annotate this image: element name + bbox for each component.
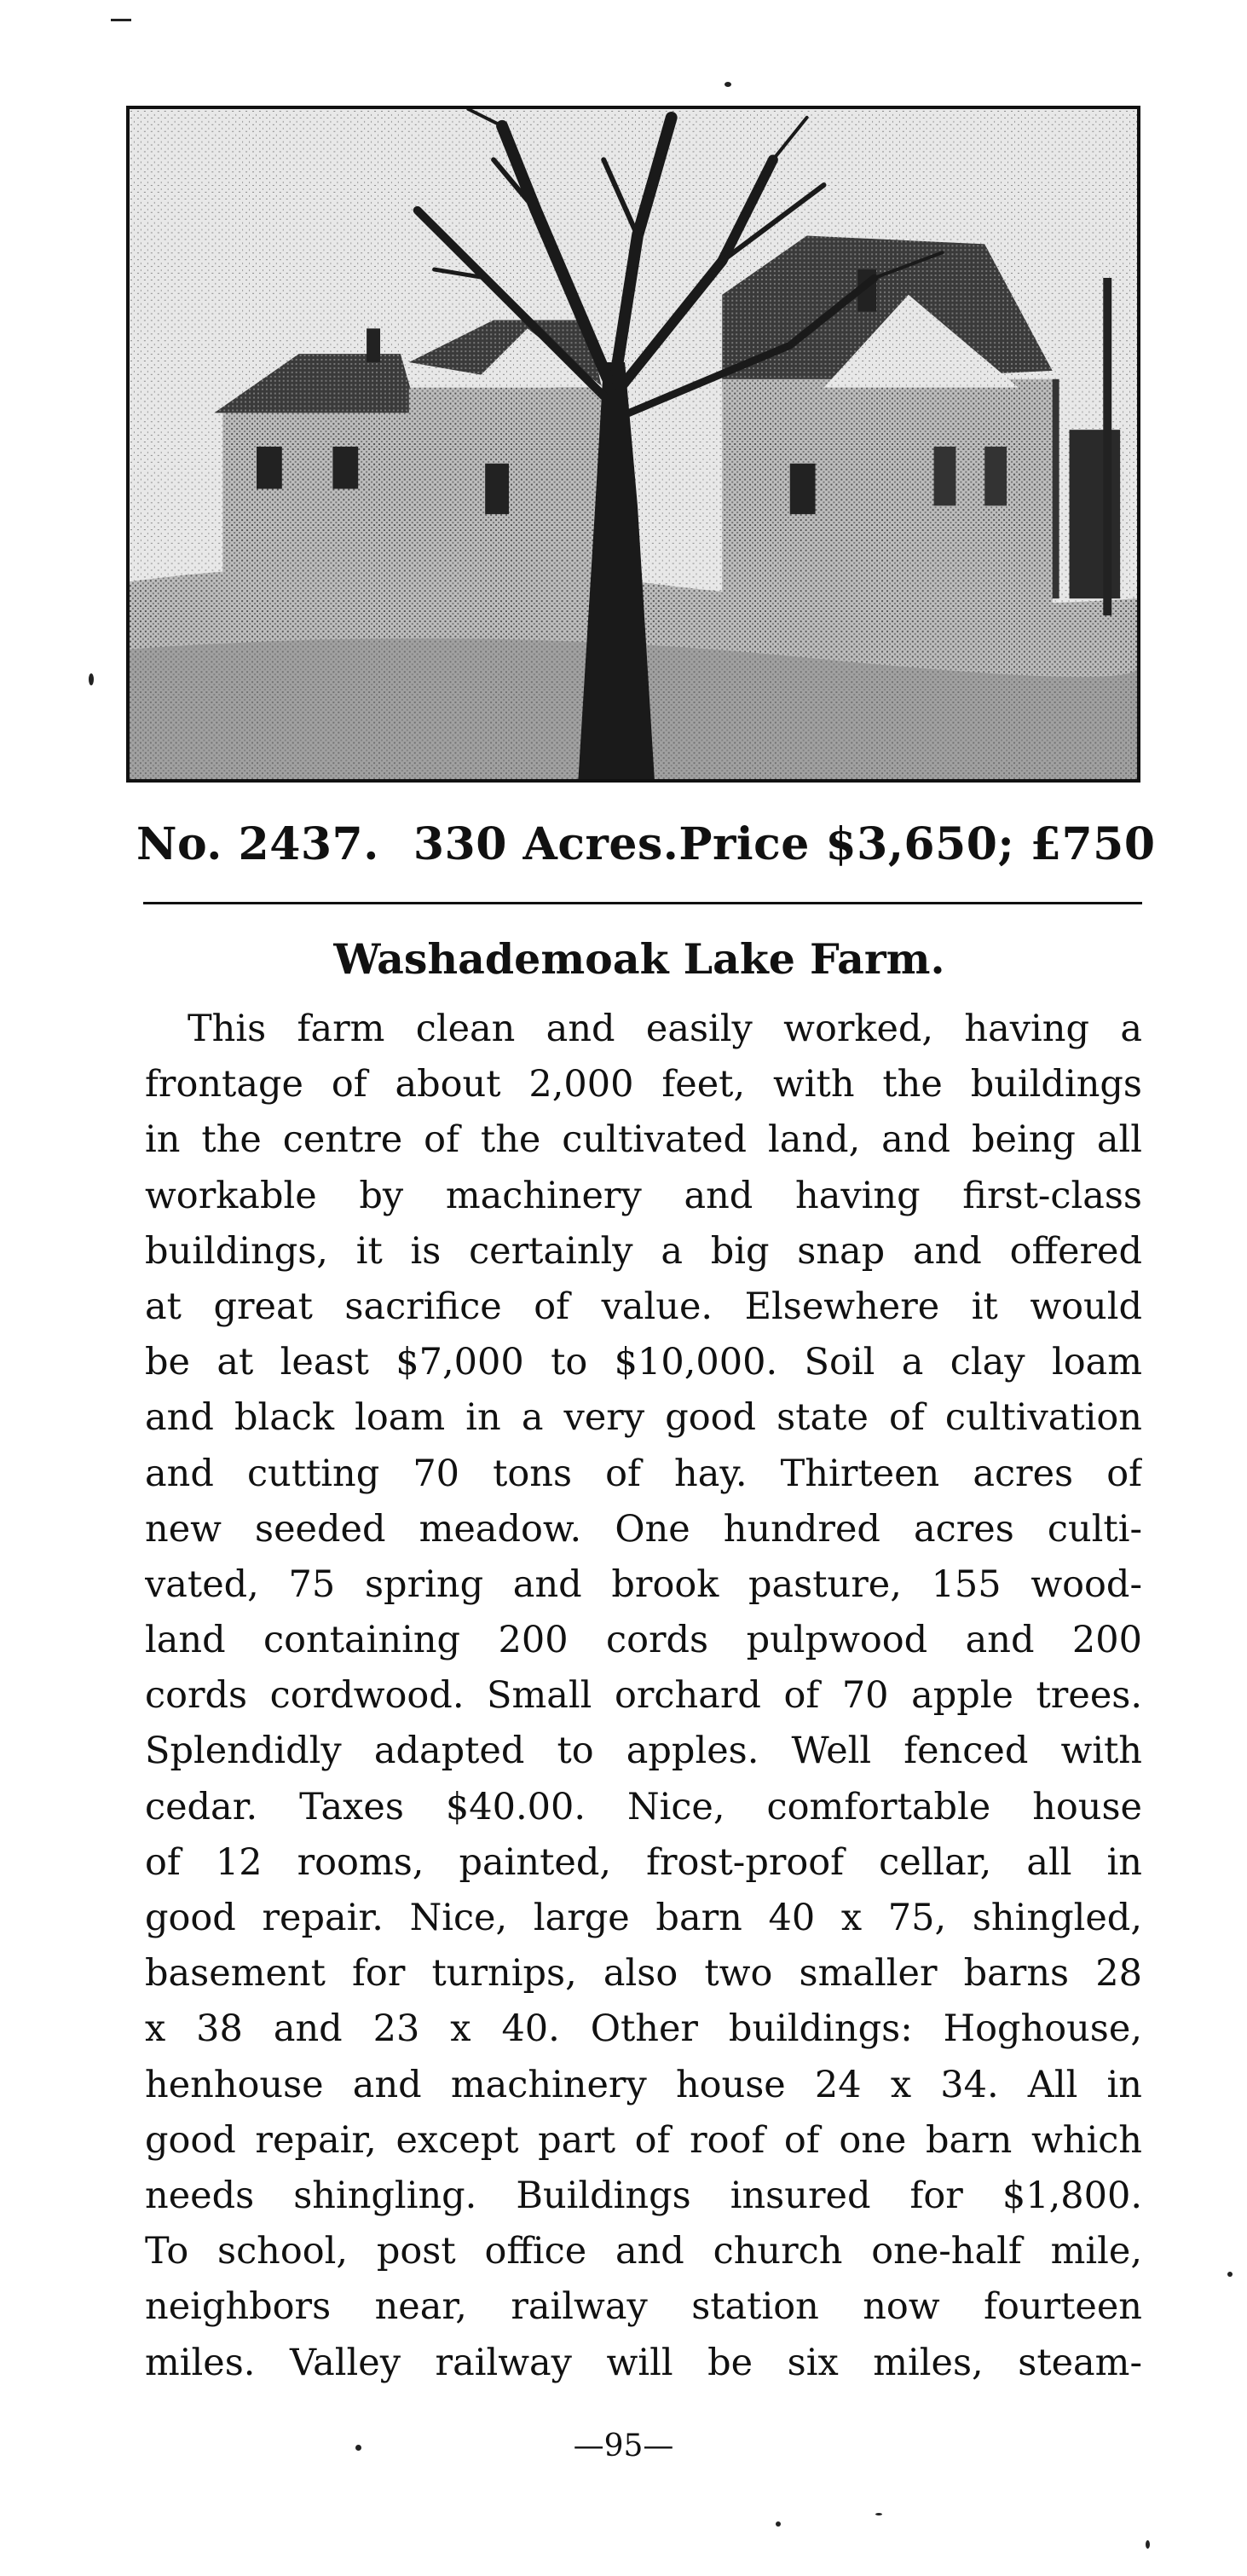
text-line: neighbors near, railway station now fourteen bbox=[145, 2285, 1142, 2329]
text-line: at great sacrifice of value. Elsewhere it would bbox=[145, 1285, 1142, 1328]
text-line: cedar. Taxes $40.00. Nice, comfortable house bbox=[145, 1785, 1142, 1828]
listing-acres: 330 Acres. bbox=[413, 817, 679, 870]
text-line: and cutting 70 tons of hay. Thirteen acres of bbox=[145, 1452, 1142, 1495]
text-line: land containing 200 cords pulpwood and 200 bbox=[145, 1619, 1142, 1662]
listing-number: No. 2437. bbox=[136, 817, 379, 870]
text-line: in the centre of the cultivated land, and being all bbox=[145, 1118, 1142, 1162]
scan-speck bbox=[875, 2513, 882, 2515]
scan-speck bbox=[1146, 2540, 1150, 2549]
page-number: —95— bbox=[573, 2429, 674, 2463]
scan-speck bbox=[1227, 2272, 1233, 2277]
text-line: new seeded meadow. One hundred acres culti- bbox=[145, 1507, 1142, 1551]
text-line: Splendidly adapted to apples. Well fenced with bbox=[145, 1730, 1142, 1773]
farm-title: Washademoak Lake Farm. bbox=[333, 934, 945, 984]
scan-speck bbox=[355, 2445, 361, 2451]
text-line: of 12 rooms, painted, frost-proof cellar, all in bbox=[145, 1840, 1142, 1884]
text-line: To school, post office and church one-half mile, bbox=[145, 2230, 1142, 2273]
text-line: basement for turnips, also two smaller barns 28 bbox=[145, 1952, 1142, 1996]
text-line: good repair. Nice, large barn 40 x 75, shingled, bbox=[145, 1897, 1142, 1939]
scan-speck bbox=[725, 82, 731, 87]
text-line: frontage of about 2,000 feet, with the buildings bbox=[145, 1063, 1142, 1106]
text-line: This farm clean and easily worked, having a bbox=[188, 1008, 1142, 1050]
scan-speck bbox=[111, 19, 131, 21]
farm-description bbox=[145, 1002, 1142, 2391]
text-line: vated, 75 spring and brook pasture, 155 wood- bbox=[145, 1562, 1142, 1606]
farmhouse-photo bbox=[126, 106, 1140, 783]
text-line: workable by machinery and having first-class bbox=[145, 1174, 1142, 1217]
text-line: cords cordwood. Small orchard of 70 apple trees. bbox=[145, 1674, 1142, 1718]
divider-rule bbox=[143, 902, 1142, 904]
listing-caption bbox=[136, 810, 1156, 878]
text-line: and black loam in a very good state of cultivation bbox=[145, 1396, 1142, 1440]
text-line: henhouse and machinery house 24 x 34. All in bbox=[145, 2063, 1142, 2106]
text-line: buildings, it is certainly a big snap and offered bbox=[145, 1229, 1142, 1273]
text-line: good repair, except part of roof of one barn which bbox=[145, 2118, 1142, 2162]
text-line: be at least $7,000 to $10,000. Soil a clay loam bbox=[145, 1341, 1142, 1384]
farmhouse-illustration bbox=[130, 109, 1137, 779]
listing-price: Price $3,650; £750 bbox=[678, 817, 1156, 870]
text-line: x 38 and 23 x 40. Other buildings: Hoghouse, bbox=[145, 2007, 1142, 2051]
scan-speck bbox=[89, 673, 94, 685]
text-line: miles. Valley railway will be six miles, steam- bbox=[145, 2341, 1142, 2384]
scan-speck bbox=[776, 2521, 781, 2527]
text-line: needs shingling. Buildings insured for $1,800. bbox=[145, 2174, 1142, 2217]
